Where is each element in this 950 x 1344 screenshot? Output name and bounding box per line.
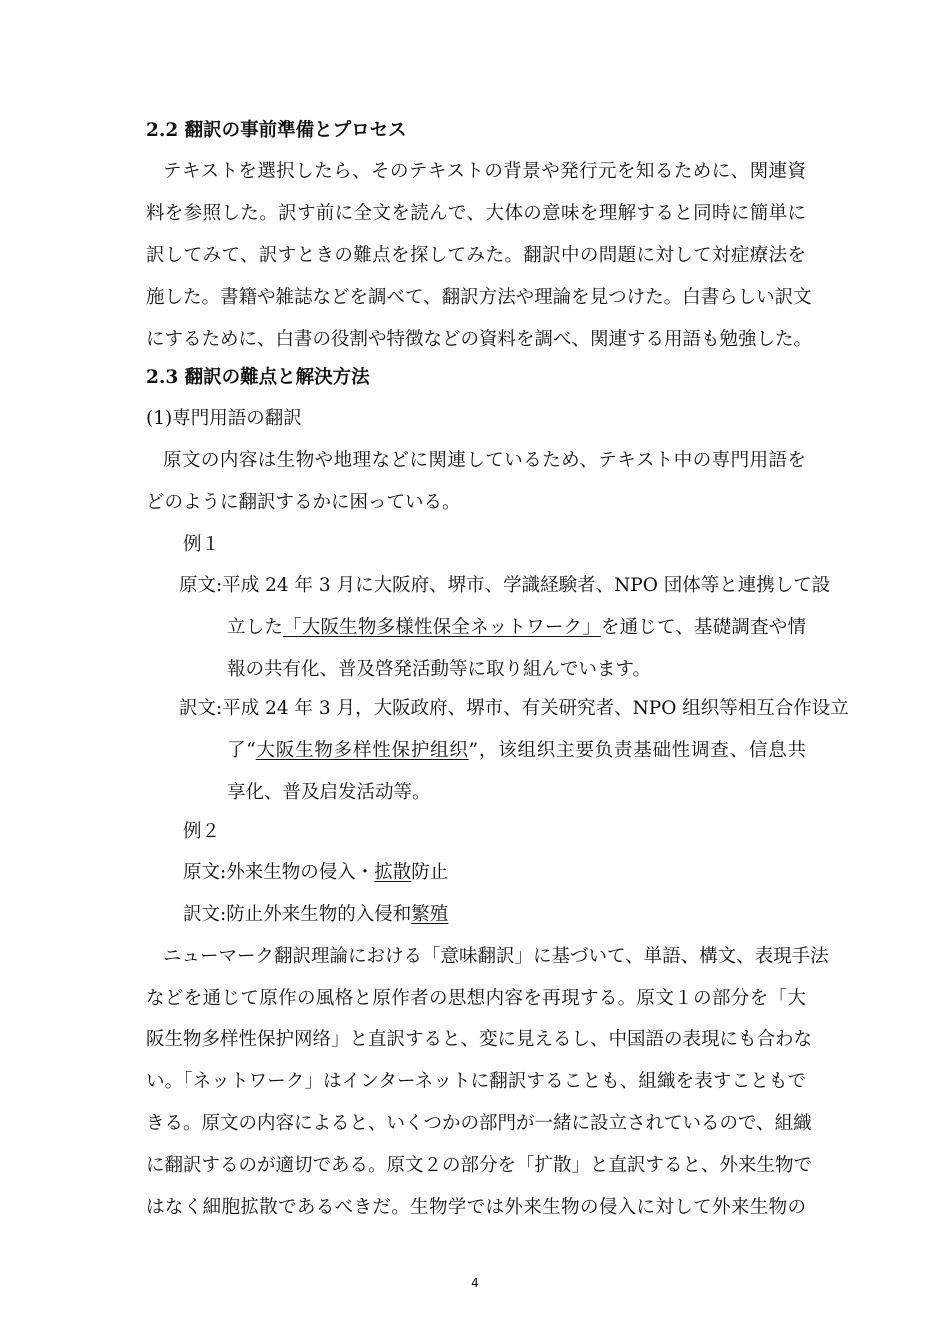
example-2-translation-line <box>183 903 843 927</box>
section-heading-2-3: 2.3 翻訳の難点と解決方法 <box>146 367 370 388</box>
paragraph-line: い。「ネットワーク」はインターネットに翻訳することも、組織を表すこともで <box>146 1071 806 1092</box>
subheading: (1)専門用語の翻訳 <box>146 408 302 429</box>
section-heading-2-2: 2.2 翻訳の事前準備とプロセス <box>146 120 407 141</box>
original-text: 立した <box>227 617 284 638</box>
example-1-label: 例１ <box>183 534 221 555</box>
paragraph-line: などを通じて原作の風格と原作者の思想内容を再現する。原文１の部分を「大 <box>146 988 806 1009</box>
paragraph-line: どのように翻訳するかに困っている。 <box>146 492 461 513</box>
example-1-original-line <box>179 574 831 598</box>
original-text: 外来生物の侵入・ <box>226 862 375 883</box>
paragraph-line: 阪生物多样性保护网络」と直訳すると、変に見えるし、中国語の表現にも合わな <box>146 1029 813 1050</box>
original-label: 原文: <box>179 575 223 596</box>
underlined-term: 「大阪生物多様性保全ネットワーク」 <box>283 617 601 638</box>
example-1-original-line <box>227 616 806 640</box>
translation-label: 訳文: <box>179 698 223 719</box>
original-text: 防止 <box>411 862 449 883</box>
paragraph-line: ニューマーク翻訳理論における「意味翻訳」に基づいて、単語、構文、表現手法 <box>163 946 829 967</box>
original-text: 平成 24 年 3 月に大阪府、堺市、学識経験者、NPO 団体等と連携して設 <box>222 575 831 596</box>
original-text: を通じて、基礎調査や情 <box>600 617 806 638</box>
paragraph-line: テキストを選択したら、そのテキストの背景や発行元を知るために、関連資 <box>163 161 806 182</box>
translation-text: 平成 24 年 3 月，大阪政府、堺市、有关研究者、NPO 组织等相互合作设立 <box>222 698 849 719</box>
paragraph-line: きる。原文の内容によると、いくつかの部門が一緒に設立されているので、組織 <box>146 1113 812 1134</box>
page-number: 4 <box>471 1276 479 1290</box>
paragraph-line: 料を参照した。訳す前に全文を読んで、大体の意味を理解すると同時に簡単に <box>146 203 806 224</box>
translation-label: 訳文: <box>183 904 227 925</box>
example-2-original-line <box>183 861 843 885</box>
example-1-translation-line <box>227 739 806 763</box>
paragraph-line: に翻訳するのが適切である。原文２の部分を「扩散」と直訳すると、外来生物で <box>146 1155 813 1176</box>
underlined-term: 拡散 <box>374 862 412 883</box>
paragraph-line: にするために、白書の役割や特徴などの資料を調べ、関連する用語も勉強した。 <box>146 329 813 350</box>
example-2-label: 例２ <box>183 821 221 842</box>
paragraph-line: はなく細胞拡散であるべきだ。生物学では外来生物の侵入に対して外来生物の <box>146 1197 806 1218</box>
paragraph-line: 施した。書籍や雑誌などを調べて、翻訳方法や理論を見つけた。白書らしい訳文 <box>146 287 812 308</box>
translation-text: 防止外来生物的入侵和 <box>226 904 412 925</box>
paragraph-line: 原文の内容は生物や地理などに関連しているため、テキスト中の専門用語を <box>163 450 806 471</box>
underlined-term: 繁殖 <box>411 904 449 925</box>
example-1-translation-line: 享化、普及启发活动等。 <box>227 782 431 803</box>
example-1-translation-line <box>179 697 849 721</box>
underlined-term: 大阪生物多样性保护组织 <box>255 740 469 761</box>
translation-text: 了“ <box>227 740 256 761</box>
paragraph-line: 訳してみて、訳すときの難点を探してみた。翻訳中の問題に対して対症療法を <box>146 245 806 266</box>
original-label: 原文: <box>183 862 227 883</box>
example-1-original-line: 報の共有化、普及啓発活動等に取り組んでいます。 <box>227 659 652 680</box>
translation-text: ”，该组织主要负责基础性调查、信息共 <box>468 740 806 761</box>
